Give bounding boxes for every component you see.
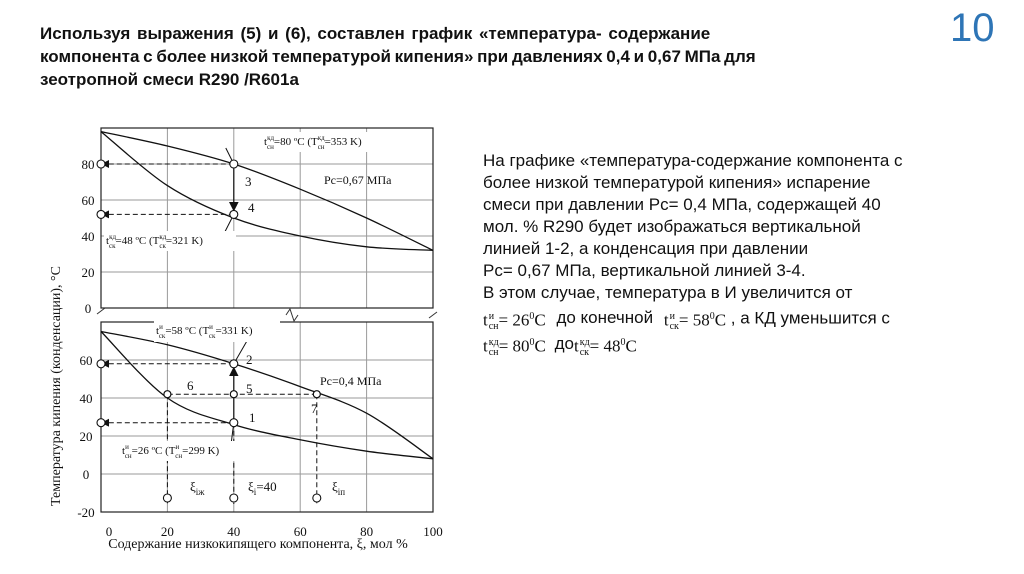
svg-text:tкдск=48 ºC (Tкдск=321 K): $t^{кд}$ ск=48 ºC ($T^{кд}$ ск=321 K) xyxy=(106,233,203,250)
text-line-8 xyxy=(483,304,1002,330)
temperature-composition-chart xyxy=(0,114,460,574)
top-y-tick-label: 60 xyxy=(81,193,95,208)
page-number: 10 xyxy=(950,6,995,50)
svg-text:tисн=26 ºC (Tисн=299 K): $t^и$ сн=26 ºC ($T^и$ сн=299 K) xyxy=(122,443,220,460)
x-axis-label: Содержание низкокипящего компонента, ξ, мол % xyxy=(108,537,408,552)
xi-in-label: $\xi_{іп}$ xyxy=(332,479,346,497)
axis-marker-80 xyxy=(97,160,105,168)
formula-t-isn: t и сн = $26^0C$ xyxy=(483,310,546,332)
point-5: 5 xyxy=(246,381,253,396)
text-line-7: В этом случае, температура в И увеличится от xyxy=(483,283,853,302)
pressure-label-bottom: Рс=0,4 МПа xyxy=(320,374,382,388)
axis-marker-xi-in xyxy=(313,494,321,502)
xi-i-label: $\xi_і=40$ xyxy=(248,479,277,497)
x-tick-label: 0 xyxy=(105,524,113,539)
title-line-1: Используя выражения (5) и (6), составлен график «температура- содержание xyxy=(40,24,711,43)
text-line-9-mid: до xyxy=(554,334,574,354)
top-y-tick-label: 20 xyxy=(81,265,95,280)
axis-marker-xi-ij xyxy=(163,494,171,502)
point-7: 7 xyxy=(311,401,318,416)
marker-point-1 xyxy=(230,419,238,427)
description-text xyxy=(483,150,1002,356)
formula-t-isk: t и ск = $58^0C$ xyxy=(663,310,727,332)
axis-break-mark xyxy=(286,309,298,321)
point-4: 4 xyxy=(248,200,255,215)
top-y-tick-label: 80 xyxy=(81,157,95,172)
y-axis-label: Температура кипения (конденсации), °С xyxy=(49,266,64,506)
bottom-y-tick-label: -20 xyxy=(77,505,95,520)
marker-point-6 xyxy=(164,391,171,398)
formula-t-kdsk: t кд ск = $48^0C$ xyxy=(573,336,637,358)
x-tick-label: 80 xyxy=(360,524,374,539)
point-6: 6 xyxy=(187,378,194,393)
text-line-8-mid: до конечной xyxy=(556,308,654,328)
formula-t-kdsn: t кд сн = $80^0C$ xyxy=(483,336,546,358)
axis-break-left xyxy=(97,308,105,314)
top-y-tick-label: 0 xyxy=(84,301,92,316)
axis-marker-58 xyxy=(97,360,105,368)
bottom-y-tick-label: 40 xyxy=(79,391,93,406)
title-line-3: зеотропной смеси R290 /R601a xyxy=(40,70,299,89)
annotation-48 xyxy=(104,231,236,251)
text-line-9 xyxy=(483,330,1002,356)
x-tick-label: 100 xyxy=(423,524,443,539)
bottom-dew-curve xyxy=(101,332,433,459)
text-line-1: На графике «температура-содержание компонента с xyxy=(483,151,903,170)
axis-break-right xyxy=(429,312,437,318)
text-line-8-end: , а КД уменьшится с xyxy=(730,308,890,328)
point-1: 1 xyxy=(249,410,256,425)
text-line-4: мол. % R290 будет изображаться вертикальной xyxy=(483,217,861,236)
point-3: 3 xyxy=(245,174,252,189)
text-line-2: более низкой температурой кипения» испарение xyxy=(483,173,871,192)
point-2: 2 xyxy=(246,352,253,367)
top-y-tick-label: 40 xyxy=(81,229,95,244)
bottom-y-tick-label: 0 xyxy=(82,467,90,482)
bottom-y-tick-label: 20 xyxy=(79,429,93,444)
slide-title xyxy=(40,22,940,91)
title-line-2: компонента с более низкой температурой кипения» при давлениях 0,4 и 0,67 МПа для xyxy=(40,47,756,66)
text-line-5: линией 1-2, а конденсация при давлении xyxy=(483,239,809,258)
axis-marker-xi-i xyxy=(230,494,238,502)
annotation-80 xyxy=(262,132,388,152)
marker-point-7 xyxy=(313,391,320,398)
marker-point-5 xyxy=(230,391,237,398)
bottom-bubble-curve xyxy=(101,332,433,459)
bottom-y-tick-label: 60 xyxy=(79,353,93,368)
svg-text:tиск=58 ºC (Tиск=331 K): $t^и$ ск=58 ºC ($T^и$ ск=331 K) xyxy=(156,323,253,340)
xi-ij-label: $\xi_{іж}$ xyxy=(190,479,205,497)
x-tick-label: 20 xyxy=(160,524,174,539)
x-tick-label: 60 xyxy=(293,524,307,539)
svg-text:tкдсн=80 ºC (Tкдсн=353 K): $t^{кд}$ сн=80 ºC ($T^{кд}$ сн=353 K) xyxy=(264,134,362,151)
annotation-26 xyxy=(120,441,250,461)
top-panel-frame xyxy=(101,128,433,308)
marker-point-2 xyxy=(230,360,238,368)
marker-point-3 xyxy=(230,160,238,168)
text-line-6: Рс= 0,67 МПа, вертикальной линией 3-4. xyxy=(483,261,806,280)
marker-point-4 xyxy=(230,210,238,218)
axis-marker-48 xyxy=(97,210,105,218)
annotation-58 xyxy=(154,320,280,342)
axis-marker-26 xyxy=(97,419,105,427)
text-line-3: смеси при давлении Рс= 0,4 МПа, содержащей 40 xyxy=(483,195,881,214)
x-tick-label: 40 xyxy=(227,524,241,539)
pressure-label-top: Рс=0,67 МПа xyxy=(324,173,392,187)
